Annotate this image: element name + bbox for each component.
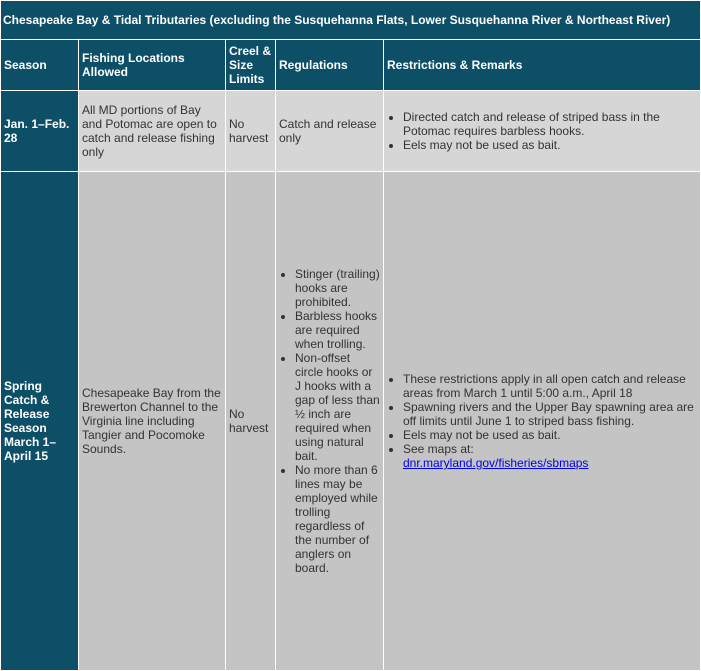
locations-cell: Chesapeake Bay from the Brewerton Channel to the Virginia line including Tangier and Pocomoke Sounds. — [79, 172, 226, 671]
list-item: • Eels may not be used as bait. — [403, 138, 697, 152]
locations-cell: All MD portions of Bay and Potomac are open to catch and release fishing only — [79, 91, 226, 172]
list-item: • These restrictions apply in all open catch and release areas from March 1 until 5:00 a.m., April 18 — [403, 372, 697, 400]
creel-cell: No harvest — [226, 172, 276, 671]
regulations-list — [279, 267, 380, 575]
season-cell: Jan. 1–Feb. 28 — [1, 91, 79, 172]
maps-label: See maps at: — [403, 442, 474, 456]
list-item: • Eels may not be used as bait. — [403, 428, 697, 442]
restrictions-cell — [384, 172, 701, 671]
list-item: • No more than 6 lines may be employed while trolling regardless of the number of anglers on board. — [295, 463, 380, 575]
table-row — [1, 172, 701, 671]
restrictions-cell — [384, 91, 701, 172]
header-regulations: Regulations — [276, 40, 384, 91]
header-row — [1, 40, 701, 91]
restrictions-list — [387, 372, 697, 470]
list-item: • Stinger (trailing) hooks are prohibited. — [295, 267, 380, 309]
header-creel: Creel & Size Limits — [226, 40, 276, 91]
header-season: Season — [1, 40, 79, 91]
header-locations: Fishing Locations Allowed — [79, 40, 226, 91]
list-item: • Spawning rivers and the Upper Bay spawning area are off limits until June 1 to striped bass fishing. — [403, 400, 697, 428]
table-title: Chesapeake Bay & Tidal Tributaries (excluding the Susquehanna Flats, Lower Susquehanna River & Northeast River) — [1, 1, 701, 40]
season-cell: Spring Catch & Release Season March 1–April 15 — [1, 172, 79, 671]
list-item — [403, 442, 697, 470]
header-restrictions: Restrictions & Remarks — [384, 40, 701, 91]
creel-cell: No harvest — [226, 91, 276, 172]
restrictions-list — [387, 110, 697, 152]
list-item: • Barbless hooks are required when trolling. — [295, 309, 380, 351]
regulations-cell — [276, 172, 384, 671]
list-item: • Directed catch and release of striped bass in the Potomac requires barbless hooks. — [403, 110, 697, 138]
maps-link[interactable]: dnr.maryland.gov/fisheries/sbmaps — [403, 456, 589, 470]
list-item: • Non-offset circle hooks or J hooks with a gap of less than ½ inch are required when using natural bait. — [295, 351, 380, 463]
table-row — [1, 91, 701, 172]
title-row — [1, 1, 701, 40]
regulations-cell: Catch and release only — [276, 91, 384, 172]
